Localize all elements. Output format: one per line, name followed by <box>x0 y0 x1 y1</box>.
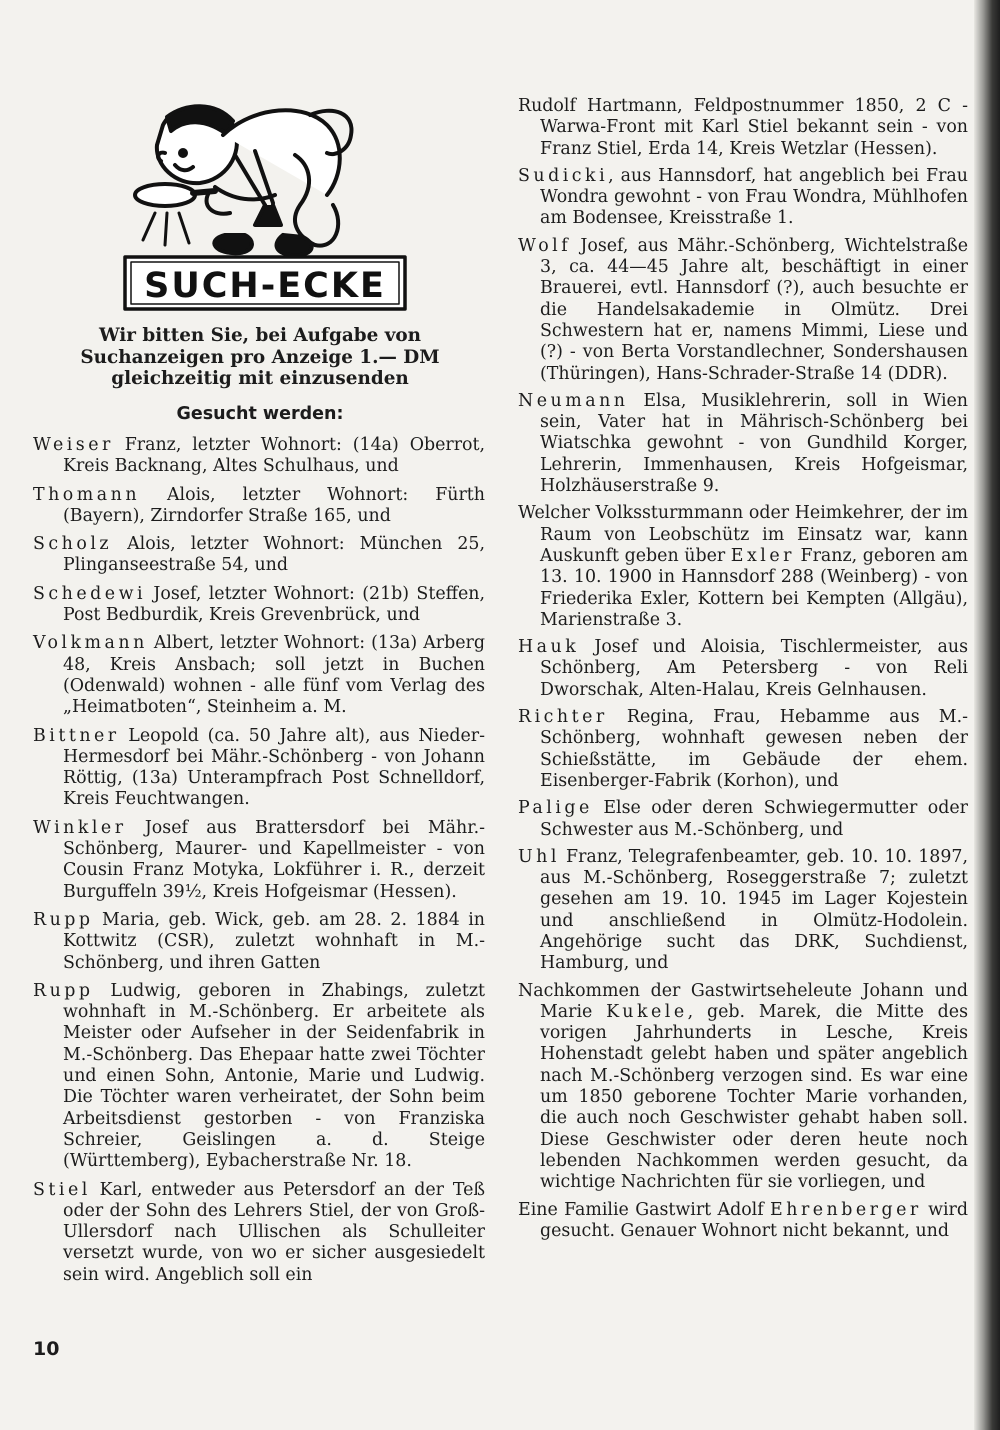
entry-surname: Stiel <box>33 1179 91 1200</box>
search-entry <box>518 981 968 1194</box>
entry-surname: Schedewi <box>33 583 147 604</box>
entry-text: Franz, letzter Wohnort: (14a) Oberrot, Kreis Backnang, Altes Schulhaus, und <box>63 435 485 477</box>
entry-text: Josef und Aloisia, Tischlermeister, aus Schönberg, Am Petersberg - von Reli Dworschak, Alten-Halau, Kreis Gelnhausen. <box>540 637 968 700</box>
search-entry <box>518 236 968 385</box>
entry-surname: Kukele <box>606 1001 688 1022</box>
entry-lead-text: Welcher Volkssturmmann oder Heimkehrer, der im Raum von Leobschütz im Einsatz war, kann Auskunft geben über <box>518 503 968 566</box>
entry-text: Ludwig, geboren in Zhabings, zuletzt wohnhaft in M.-Schönberg. Er arbeitete als Meister oder Aufseher in der Seidenfabrik in M.-Schönberg. Das Ehepaar hatte zwei Töchter und einen Sohn, Antonie, Marie und Ludwig. Die Töchter waren verheiratet, der Sohn beim Arbeitsdienst gestorben - von Franziska Schreier, Geislingen a. d. Steige (Württemberg), Eybacherstraße Nr. 18. <box>63 980 485 1172</box>
search-entry <box>33 485 485 528</box>
logo-title: SUCH-ECKE <box>144 266 386 306</box>
search-entry <box>518 166 968 230</box>
entry-surname: Volkmann <box>33 633 148 654</box>
fee-notice: Wir bitten Sie, bei Aufgabe von Suchanzeigen pro Anzeige 1.— DM gleichzeitig mit einzusenden <box>80 325 440 389</box>
entry-text: Maria, geb. Wick, geb. am 28. 2. 1884 in Kottwitz (CSR), zuletzt wohnhaft in M.-Schönberg, und ihren Gatten <box>63 909 485 973</box>
section-subhead: Gesucht werden: <box>176 404 344 424</box>
entry-surname: Uhl <box>518 846 560 867</box>
entry-surname: Ehrenberger <box>770 1199 922 1220</box>
entry-surname: Thomann <box>33 484 141 505</box>
entry-text: Josef, letzter Wohnort: (21b) Steffen, Post Bedburdik, Kreis Grevenbrück, und <box>63 583 485 626</box>
search-entry <box>33 584 485 627</box>
search-entry <box>33 910 485 974</box>
search-entry <box>518 503 968 631</box>
entry-lead-text: Nachkommen der Gastwirtseheleute Johann und Marie <box>518 980 968 1022</box>
entry-surname: Rupp <box>33 909 94 930</box>
entry-surname: Weiser <box>33 435 114 455</box>
entry-surname: Wolf <box>518 235 572 256</box>
search-entry <box>33 534 485 577</box>
entry-text: Josef, aus Mähr.-Schönberg, Wichtelstraße 3, ca. 44—45 Jahre alt, beschäftigt in einer Brauerei, evtl. Hannsdorf (?), auch besuchte er die Handelsakademie in Olmütz. Drei Schwestern hat er, namens Mimmi, Liese und (?) - von Berta Vorstandlechner, Sondershausen (Thüringen), Hans-Schrader-Straße 14 (DDR). <box>540 235 968 384</box>
entry-lead-text: Eine Familie Gastwirt Adolf <box>518 1199 771 1220</box>
entry-text: Josef aus Brattersdorf bei Mähr.-Schönberg, Maurer- und Kapellmeister - von Cousin Franz Motyka, Lokführer i. R., derzeit Burguffeln 39½, Kreis Hofgeismar (Hessen). <box>63 817 485 902</box>
entry-text: Regina, Frau, Hebamme aus M.-Schönberg, wohnhaft gewesen neben der Schießstätte, im Gebäude der ehem. Eisenberger-Fabrik (Korhon), und <box>540 707 968 791</box>
search-entry <box>33 981 485 1173</box>
such-ecke-logo <box>105 95 415 315</box>
entry-text: Elsa, Musiklehrerin, soll in Wien sein, Vater hat in Mährisch-Schönberg bei Wiatschka gewohnt - von Gundhild Korger, Lehrerin, Immenhausen, Kreis Hofgeismar, Holzhäuserstraße 9. <box>540 390 968 497</box>
search-entry <box>33 435 485 478</box>
page-binding-edge <box>974 0 1000 1430</box>
entry-surname: Rupp <box>33 980 94 1001</box>
entry-text: Franz, geboren am 13. 10. 1900 in Hannsdorf 288 (Weinberg) - von Friederika Exler, Kottern bei Kempten (Allgäu), Marienstraße 3. <box>540 545 968 630</box>
entry-surname: Hauk <box>518 637 580 658</box>
entry-text: Karl, entweder aus Petersdorf an der Teß oder der Sohn des Lehrers Stiel, der von Groß-Ullersdorf nach Ullischen als Schulleiter versetzt wurde, von wo er sicher ausgesiedelt sein wird. Angeblich soll ein <box>63 1179 485 1285</box>
search-entry <box>518 637 968 701</box>
search-entry <box>33 633 485 718</box>
entry-surname: Richter <box>518 707 608 728</box>
right-column <box>518 96 968 1248</box>
search-entry <box>518 707 968 792</box>
search-entry <box>518 847 968 975</box>
entry-text: Else oder deren Schwiegermutter oder Schwester aus M.-Schönberg, und <box>540 798 968 840</box>
left-column <box>33 435 485 1293</box>
search-entry <box>33 726 485 811</box>
entry-surname: Neumann <box>518 390 629 411</box>
entry-text: wird gesucht. Genauer Wohnort nicht bekannt, und <box>540 1199 968 1241</box>
search-entry <box>33 818 485 903</box>
entry-text: , geb. Marek, die Mitte des vorigen Jahrhunderts in Lesche, Kreis Hohenstadt gelebt haben und später angeblich nach M.-Schönberg verzogen sind. Es war eine um 1850 geborene Tochter Marie vorhanden, die auch noch Geschwister gehabt haben soll. Diese Geschwister oder deren heute noch lebenden Nachkommen werden gesucht, da wichtige Nachrichten für sie vorliegen, und <box>540 1001 968 1193</box>
entry-text: Albert, letzter Wohnort: (13a) Arberg 48, Kreis Ansbach; soll jetzt in Buchen (Odenwald) wohnen - alle fünf vom Verlag des „Heimatboten“, Steinheim a. M. <box>63 633 485 718</box>
entry-surname: Bittner <box>33 725 120 746</box>
entry-text: Rudolf Hartmann, Feldpostnummer 1850, 2 C - Warwa-Front mit Karl Stiel bekannt sein - von Franz Stiel, Erda 14, Kreis Wetzlar (Hessen). <box>518 96 968 159</box>
page-number: 10 <box>33 1338 60 1360</box>
entry-surname: Sudicki <box>518 165 609 186</box>
entry-surname: Palige <box>518 798 593 819</box>
search-entry <box>518 96 968 160</box>
entry-surname: Exler <box>730 545 795 566</box>
search-entry <box>33 1180 485 1286</box>
entry-text: Franz, Telegrafenbeamter, geb. 10. 10. 1897, aus M.-Schönberg, Roseggerstraße 7; zuletzt gesehen am 19. 10. 1945 im Lager Kojestein und anschließend in Olmütz-Hodolein. Angehörige sucht das DRK, Suchdienst, Hamburg, und <box>540 846 968 974</box>
entry-text: Leopold (ca. 50 Jahre alt), aus Nieder-Hermesdorf bei Mähr.-Schönberg - von Johann Röttig, (13a) Unterampfrach Post Schnelldorf, Kreis Feuchtwangen. <box>63 725 485 810</box>
entry-text: Alois, letzter Wohnort: München 25, Plinganseestraße 54, und <box>63 534 485 576</box>
entry-surname: Scholz <box>33 534 113 555</box>
search-entry <box>518 1200 968 1243</box>
entry-text: , aus Hannsdorf, hat angeblich bei Frau Wondra gewohnt - von Frau Wondra, Mühlhofen am Bodensee, Kreisstraße 1. <box>540 165 968 229</box>
search-entry <box>518 391 968 497</box>
entry-text: Alois, letzter Wohnort: Fürth (Bayern), Zirndorfer Straße 165, und <box>63 484 485 526</box>
entry-surname: Winkler <box>33 817 127 838</box>
search-entry <box>518 798 968 841</box>
